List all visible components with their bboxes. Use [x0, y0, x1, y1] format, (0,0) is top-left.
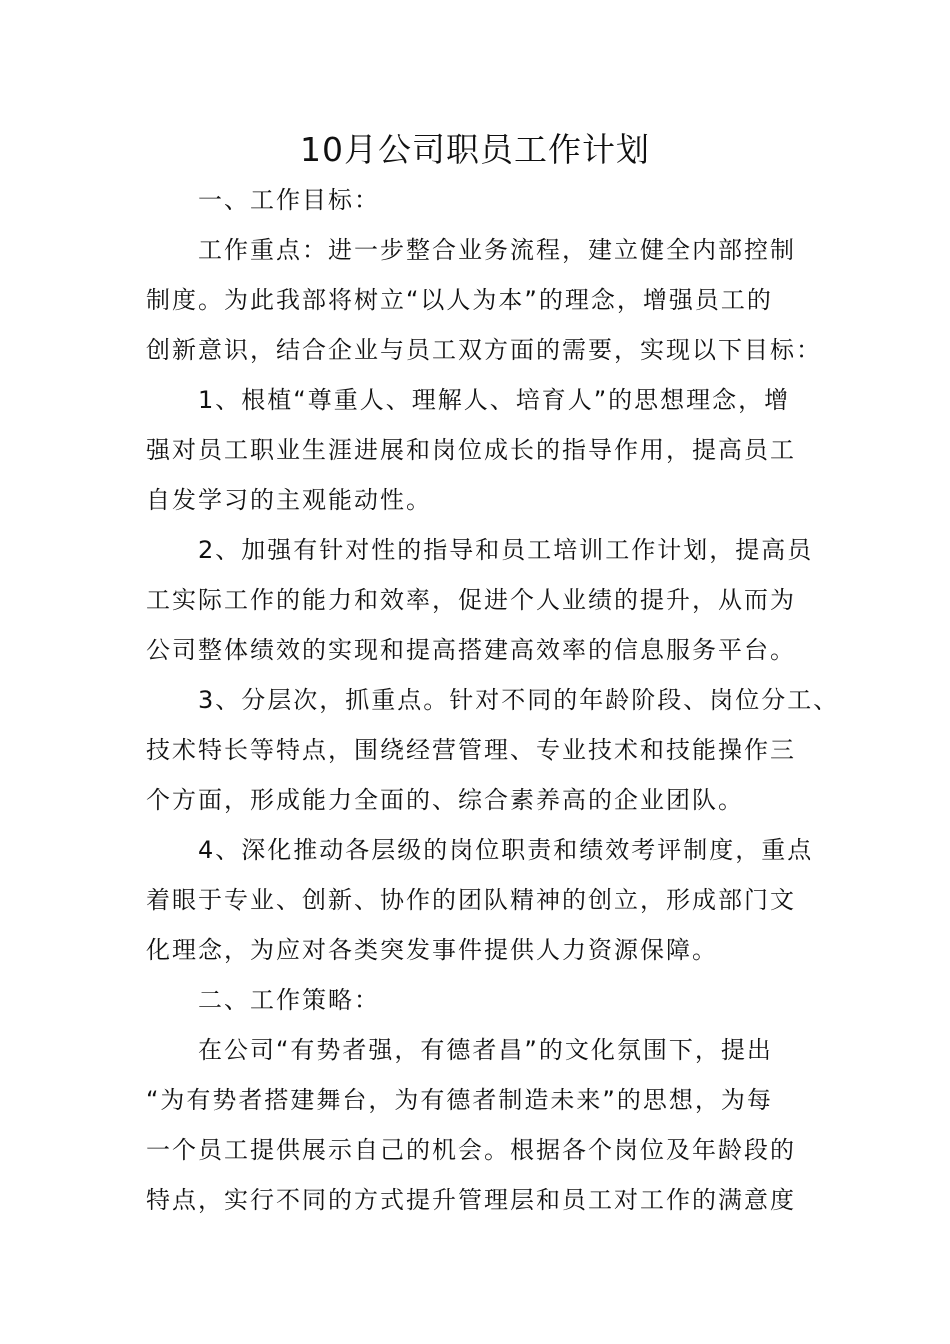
- paragraph-line: 4、深化推动各层级的岗位职责和绩效考评制度，重点: [146, 836, 814, 864]
- paragraph-line: 创新意识，结合企业与员工双方面的需要，实现以下目标：: [146, 336, 822, 364]
- paragraph-line: 2、加强有针对性的指导和员工培训工作计划，提高员: [146, 536, 814, 564]
- paragraph-line: 公司整体绩效的实现和提高搭建高效率的信息服务平台。: [146, 636, 796, 664]
- paragraph-line: 自发学习的主观能动性。: [146, 486, 432, 514]
- paragraph-line: 一个员工提供展示自己的机会。根据各个岗位及年龄段的: [146, 1136, 796, 1164]
- paragraph-line: 个方面，形成能力全面的、综合素养高的企业团队。: [146, 786, 744, 814]
- paragraph-line: 制度。为此我部将树立“以人为本”的理念，增强员工的: [146, 286, 773, 314]
- paragraph-line: 1、根植“尊重人、理解人、培育人”的思想理念，增: [146, 386, 791, 414]
- paragraph-line: 3、分层次，抓重点。针对不同的年龄阶段、岗位分工、: [146, 686, 840, 714]
- section-heading-work-goals: 一、工作目标：: [146, 186, 380, 214]
- paragraph-line: 技术特长等特点，围绕经营管理、专业技术和技能操作三: [146, 736, 796, 764]
- paragraph-line: 强对员工职业生涯进展和岗位成长的指导作用，提高员工: [146, 436, 796, 464]
- document-title: 10月公司职员工作计划: [300, 130, 650, 169]
- paragraph-line: 工实际工作的能力和效率，促进个人业绩的提升，从而为: [146, 586, 796, 614]
- section-heading-work-strategy: 二、工作策略：: [146, 986, 380, 1014]
- paragraph-line: “为有势者搭建舞台，为有德者制造未来”的思想，为每: [146, 1086, 773, 1114]
- paragraph-line: 着眼于专业、创新、协作的团队精神的创立，形成部门文: [146, 886, 796, 914]
- paragraph-line: 在公司“有势者强，有德者昌”的文化氛围下，提出: [146, 1036, 773, 1064]
- paragraph-line: 化理念，为应对各类突发事件提供人力资源保障。: [146, 936, 718, 964]
- paragraph-line: 工作重点：进一步整合业务流程，建立健全内部控制: [146, 236, 796, 264]
- paragraph-line: 特点，实行不同的方式提升管理层和员工对工作的满意度: [146, 1186, 796, 1214]
